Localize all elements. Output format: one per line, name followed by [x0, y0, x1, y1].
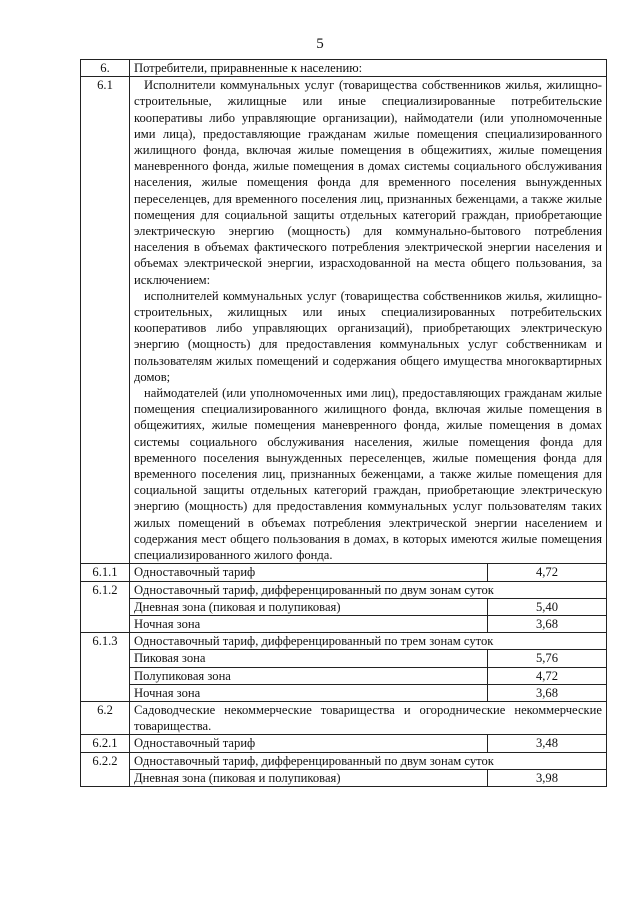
table-row — [81, 77, 607, 564]
zone-label: Ночная зона — [130, 615, 488, 632]
page-number: 5 — [316, 36, 324, 52]
table-row — [81, 769, 607, 786]
consumer-description — [130, 77, 607, 564]
tariff-table — [80, 59, 607, 787]
row-number: 6.1 — [81, 77, 130, 564]
tariff-value: 5,40 — [488, 598, 607, 615]
tariff-value: 3,98 — [488, 769, 607, 786]
row-number: 6.2 — [81, 701, 130, 734]
table-row — [81, 564, 607, 581]
paragraph: Исполнители коммунальных услуг (товарищества собственников жилья, жилищно-строительные, жилищные или иные специализированные потребительские кооперативы либо управляющие организации), наймодатели (или уполномоченные ими лица), предоставляющие гражданам жилые помещения специализированного жилищного фонда, включая жилые помещения в общежитиях, жилые помещения маневренного фонда, жилые помещения в домах системы социального обслуживания населения, жилые помещения фонда для временного поселения вынужденных переселенцев, для временного поселения лиц, признанных беженцами, а также жилые помещения для социальной защиты отдельных категорий граждан, приобретающие электрическую энергию (мощность) для коммунально-бытового потребления населения в объемах фактического потребления электрической энергии населения и объемах электрической энергии, израсходованной на места общего пользования, за исключением: — [134, 78, 602, 287]
table-row — [81, 735, 607, 752]
row-number: 6.2.2 — [81, 752, 130, 786]
table-row — [81, 667, 607, 684]
table-row — [81, 701, 607, 734]
tariff-value: 3,48 — [488, 735, 607, 752]
table-row — [81, 752, 607, 769]
tariff-value: 3,68 — [488, 615, 607, 632]
row-number: 6.1.3 — [81, 633, 130, 702]
row-number: 6.2.1 — [81, 735, 130, 752]
table-row — [81, 650, 607, 667]
tariff-value: 4,72 — [488, 564, 607, 581]
zone-label: Пиковая зона — [130, 650, 488, 667]
tariff-label: Одноставочный тариф, дифференцированный по трем зонам суток — [130, 633, 607, 650]
table-row — [81, 598, 607, 615]
table-row — [81, 60, 607, 77]
tariff-value: 4,72 — [488, 667, 607, 684]
table-row — [81, 633, 607, 650]
tariff-label: Одноставочный тариф, дифференцированный по двум зонам суток — [130, 752, 607, 769]
zone-label: Дневная зона (пиковая и полупиковая) — [130, 598, 488, 615]
table-row — [81, 581, 607, 598]
zone-label: Ночная зона — [130, 684, 488, 701]
table-row — [81, 615, 607, 632]
tariff-value: 5,76 — [488, 650, 607, 667]
section-heading: Потребители, приравненные к населению: — [130, 60, 607, 77]
tariff-label: Одноставочный тариф, дифференцированный по двум зонам суток — [130, 581, 607, 598]
row-number: 6. — [81, 60, 130, 77]
table-row — [81, 684, 607, 701]
tariff-value: 3,68 — [488, 684, 607, 701]
zone-label: Полупиковая зона — [130, 667, 488, 684]
tariff-label: Одноставочный тариф — [130, 564, 488, 581]
paragraph: исполнителей коммунальных услуг (товарищества собственников жилья, жилищно-строительных, жилищных или иных специализированных потребительских кооперативов либо управляющих организаций), приобретающих электрическую энергию (мощность) для предоставления коммунальных услуг собственникам и пользователям жилых помещений и содержания общего имущества многоквартирных домов; — [134, 288, 602, 384]
paragraph: наймодателей (или уполномоченных ими лиц), предоставляющих гражданам жилые помещения специализированного жилищного фонда, включая жилые помещения в общежитиях, жилые помещения маневренного фонда, жилые помещения в домах системы социального обслуживания населения, жилые помещения фонда для временного поселения вынужденных переселенцев, жилые помещения фонда для временного поселения лиц, признанных беженцами, а также жилые помещения для социальной защиты отдельных категорий граждан, приобретающие электрическую энергию (мощность) для предоставления коммунальных услуг пользователям таких жилых помещений в объемах потребления электрической энергии населением и содержания мест общего пользования в домах, в которых имеются жилые помещения специализированного жилого фонда. — [134, 386, 602, 563]
consumer-description: Садоводческие некоммерческие товарищества и огороднические некоммерческие товарищества. — [130, 701, 607, 734]
zone-label: Дневная зона (пиковая и полупиковая) — [130, 769, 488, 786]
row-number: 6.1.2 — [81, 581, 130, 633]
tariff-label: Одноставочный тариф — [130, 735, 488, 752]
row-number: 6.1.1 — [81, 564, 130, 581]
